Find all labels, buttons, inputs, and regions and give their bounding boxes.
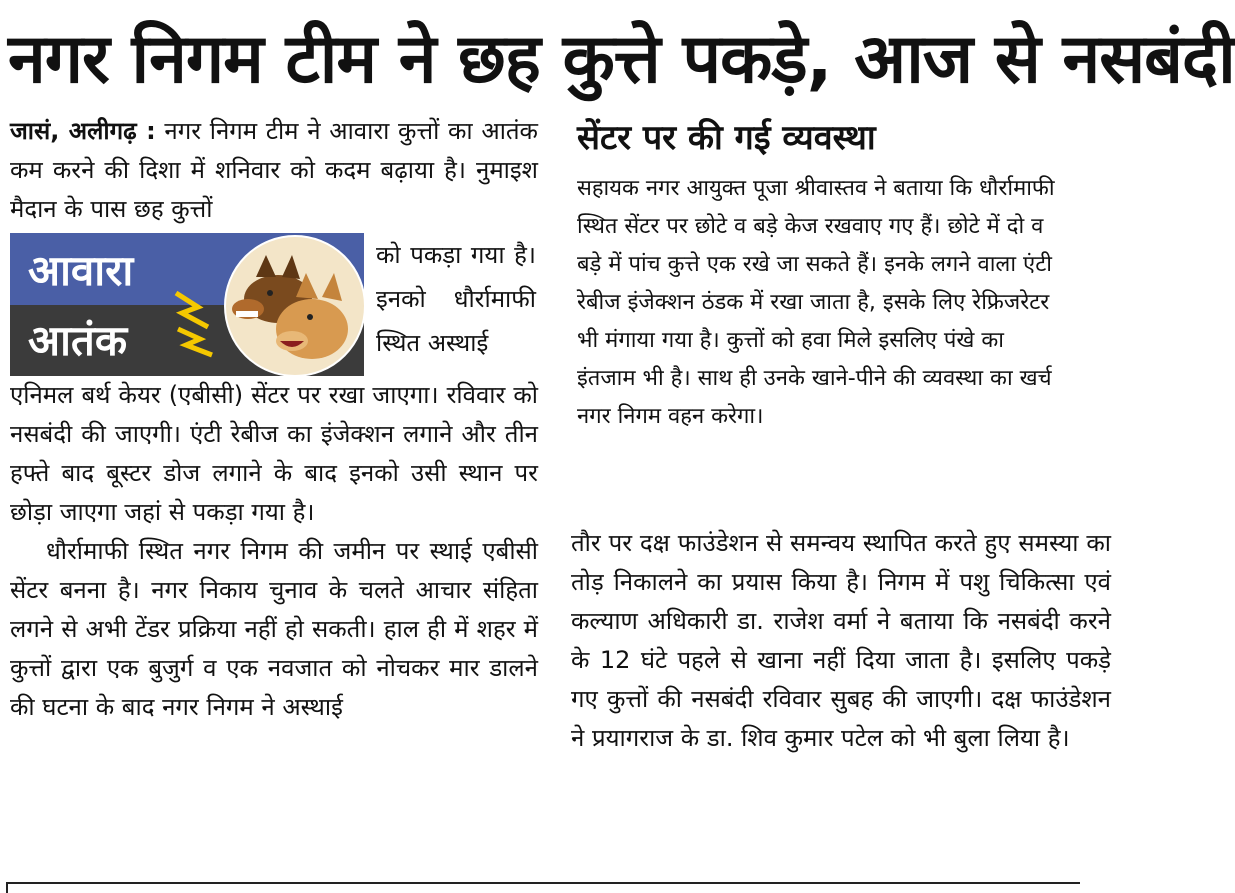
para2: धौर्रामाफी स्थित नगर निगम की जमीन पर स्थाई एबीसी सेंटर बनना है। नगर निकाय चुनाव के चलते आचार संहिता लगने से अभी टेंडर प्रक्रिया नहीं हो सकती। हाल ही में शहर में कुत्तों द्वारा एक बुजुर्ग व एक नवजात को नोचकर मार डालने की घटना के बाद नगर निगम ने अस्थाई [10,537,538,721]
para1-side-text: को पकड़ा गया है। इनको धौर्रामाफी स्थित अस्थाई [376,241,536,357]
lightning-icon [168,289,224,359]
sidebox [573,112,1073,436]
para1-top [10,112,538,229]
dateline: जासं, अलीगढ़ : [10,117,156,145]
sidebox-text: सहायक नगर आयुक्त पूजा श्रीवास्तव ने बताया कि धौर्रामाफी स्थित सेंटर पर छोटे व बड़े केज रखवाए गए हैं। छोटे में दो व बड़े में पांच कुत्ते एक रखे जा सकते हैं। इनके लगने वाला एंटी रेबीज इंजेक्शन ठंडक में रखा जाता है, इसके लिए रेफ्रिजरेटर भी मंगाया गया है। कुत्तों को हवा मिले इसलिए पंखे का इंतजाम भी है। साथ ही उनके खाने-पीने की व्यवस्था का खर्च नगर निगम वहन करेगा। [577,176,1055,429]
graphic-word-aatank: आतंक [28,316,128,365]
para1-rest: एनिमल बर्थ केयर (एबीसी) सेंटर पर रखा जाएगा। रविवार को नसबंदी की जाएगी। एंटी रेबीज का इंजेक्शन लगाने और तीन हफ्ते बाद बूस्टर डोज लगाने के बाद इनको उसी स्थान पर छोड़ा जाएगा जहां से पकड़ा गया है। [10,381,538,526]
image-wrap-row [10,233,538,376]
right-para: तौर पर दक्ष फाउंडेशन से समन्वय स्थापित करते हुए समस्या का तोड़ निकालने का प्रयास किया है। निगम में पशु चिकित्सा एवं कल्याण अधिकारी डा. राजेश वर्मा ने बताया कि नसबंदी करने के 12 घंटे पहले से खाना नहीं दिया जाता है। इसलिए पकड़े गए कुत्तों की नसबंदी रविवार सुबह की जाएगी। दक्ष फाउंडेशन ने प्रयागराज के डा. शिव कुमार पटेल को भी बुला लिया है। [571,529,1111,752]
graphic-word-awara: आवारा [28,246,134,295]
right-column-continued [571,524,1111,758]
left-column [10,112,538,727]
bottom-rule-corner [6,882,8,893]
para1-top-text: नगर निगम टीम ने आवारा कुत्तों का आतंक कम करने की दिशा में शनिवार को कदम बढ़ाया है। नुमाइश मैदान के पास छह कुत्तों [10,117,538,223]
dog-illustration [226,237,364,375]
bottom-rule [6,882,1080,884]
sidebox-subhead: सेंटर पर की गई व्यवस्था [577,118,876,158]
awara-aatank-graphic [10,233,364,376]
barking-dogs-image [224,235,366,377]
headline: नगर निगम टीम ने छह कुत्ते पकड़े, आज से नसबंदी [8,20,1235,99]
